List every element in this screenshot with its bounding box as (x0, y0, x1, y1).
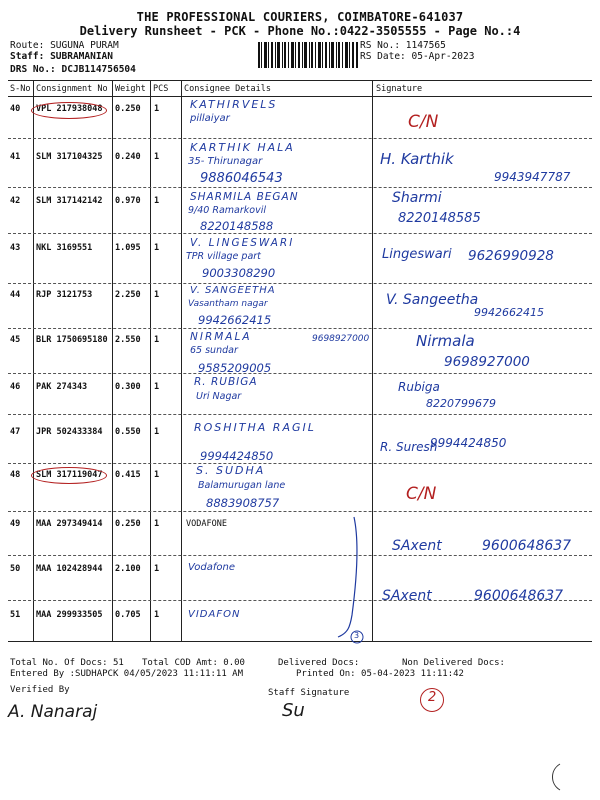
consignment-no: JPR 502433384 (36, 427, 103, 437)
col-header-consignment: Consignment No (36, 84, 108, 94)
runsheet-subtitle: Delivery Runsheet - PCK - Phone No.:0422-3505555 - Page No.:4 (79, 24, 521, 38)
runsheet-page: THE PROFESSIONAL COURIERS, COIMBATORE-641037 Delivery Runsheet - PCK - Phone No.:0422-3505555 - Page No.:4 Route: SUGUNA PURAM Staff: SUBRAMANIAN DRS No.: DCJB114756504 RS No.: 1147565 RS Date: 05-Apr-2023 S-No Consignment No Weight PCS Consignee Details Signature 40 VPL 217938048 0.250 1 KATHIRVELS pillaiyar C/N 41 SLM 317104325 0.240 1 KARTHIK HALA 35- Thirunagar 9886046543 H. Karthik 9943947787 42 SLM 317142142 0.970 1 SHARMILA BEGAN 9/40 Ramarkovil 8220148588 Sharmi 8220148585 43 NKL 3169551 1.095 1 V. LINGESWARI TPR village part 9003308290 Lingeswari 9626990928 44 RJP 3121753 2.250 1 V. SANGEETHA Vasantham nagar 9942662415 V. Sangeetha 9942662415 45 BLR 1750695180 2.550 1 NIRMALA 9698927000 65 sundar 9585209005 Nirmala 9698927000 46 PAK 274343 0.300 1 R. RUBIGA Uri Nagar Rubiga 8220799679 47 JPR 502433384 0.550 1 ROSHITHA RAGIL 9994424850 R. Suresh 9994424850 48 SLM 317119047 0.415 1 S. SUDHA Balamurugan lane 8883908757 C/N 49 MAA 297349414 0.250 1 VODAFONE SAxent 9600648637 50 MAA 102428944 2.100 1 Vodafone SAxent 9600648637 51 MAA 299933505 0.705 1 VIDAFON 3 Total No. Of Docs: 51 Total COD Amt: 0.00 Delivered Docs: Non Delivered Docs: Entered By :SUDHAPCK 04/05/2023 11:11:11 AM Printed On: 05-04-2023 11:11:42 Verified By Staff Signature A. Nanaraj Su 2 (0, 0, 600, 800)
consignee-name: ROSHITHA RAGIL (194, 421, 316, 434)
col-header-sno: S-No (10, 84, 31, 94)
consignee-phone: 9003308290 (202, 266, 276, 280)
table-bottom-rule (8, 641, 592, 642)
col-divider (33, 81, 34, 641)
staff-signature: Su (282, 700, 305, 721)
row-separator (8, 373, 592, 374)
row-separator (8, 555, 592, 556)
consignment-no: MAA 297349414 (36, 519, 103, 529)
consignee-address: Uri Nagar (196, 391, 242, 402)
signature: Sharmi (392, 190, 442, 206)
signature-phone: 9626990928 (468, 248, 554, 264)
bracket-mark (330, 515, 370, 645)
col-header-weight: Weight (115, 84, 146, 94)
consignee-name: NIRMALA (190, 331, 252, 343)
consignee-address: Vasantham nagar (188, 299, 268, 309)
consignee-name: KARTHIK HALA (190, 141, 295, 154)
red-circle-mark (420, 688, 444, 712)
page-curl-mark (548, 762, 562, 792)
printed-on: Printed On: 05-04-2023 11:11:42 (296, 669, 464, 679)
consignee-name: S. SUDHA (196, 464, 266, 477)
col-header-pcs: PCS (153, 84, 169, 94)
rs-no-value: 1147565 (405, 40, 446, 51)
bracket-note: 3 (354, 631, 360, 640)
col-header-signature: Signature (376, 84, 423, 94)
consignee-address: 35- Thirunagar (188, 156, 263, 167)
consignment-no: PAK 274343 (36, 382, 88, 392)
consignee-name: Vodafone (188, 562, 235, 573)
circled-number: 2 (428, 690, 437, 705)
row-separator (8, 463, 592, 464)
table-top-rule (8, 80, 592, 81)
consignee-name: V. LINGESWARI (190, 237, 295, 249)
consignment-no: NKL 3169551 (36, 243, 93, 253)
signature-phone: 9994424850 (430, 436, 507, 450)
consignee-phone: 8220148588 (200, 219, 274, 233)
signature: Lingeswari (382, 247, 452, 262)
drs-value: DCJB114756504 (61, 64, 136, 75)
row-separator (8, 600, 592, 601)
signature-phone: 9600648637 (474, 588, 564, 604)
signature: V. Sangeetha (386, 292, 479, 308)
route-line: Route: SUGUNA PURAM (10, 40, 119, 51)
verifier-signature: A. Nanaraj (8, 702, 98, 722)
total-cod: Total COD Amt: 0.00 (142, 658, 245, 668)
consignment-no: MAA 299933505 (36, 610, 103, 620)
total-docs: Total No. Of Docs: 51 (10, 658, 124, 668)
company-title: THE PROFESSIONAL COURIERS, COIMBATORE-641037 (136, 10, 464, 24)
consignee-address: 9/40 Ramarkovil (188, 205, 266, 216)
signature-phone: 9943947787 (494, 170, 571, 184)
consignee-address: Balamurugan lane (198, 480, 286, 491)
consignee-address: pillaiyar (190, 113, 230, 124)
consignee-name: VIDAFON (188, 609, 241, 620)
barcode-icon (258, 42, 358, 68)
consignee-phone: 8883908757 (206, 496, 280, 510)
red-circle-mark (31, 102, 107, 119)
staff-value: SUBRAMANIAN (50, 51, 113, 62)
signature: Rubiga (398, 380, 440, 394)
signature: C/N (406, 484, 437, 504)
signature: R. Suresh (380, 440, 438, 454)
row-separator (8, 328, 592, 329)
row-separator (8, 414, 592, 415)
row-separator (8, 187, 592, 188)
consignee-phone: 9994424850 (200, 449, 274, 463)
signature-phone: 8220799679 (426, 397, 496, 410)
col-divider (112, 81, 113, 641)
staff-line: Staff: SUBRAMANIAN (10, 51, 113, 62)
consignment-no: SLM 317142142 (36, 196, 103, 206)
signature-phone: 8220148585 (398, 211, 481, 226)
col-header-details: Consignee Details (184, 84, 271, 94)
red-circle-mark (31, 467, 107, 484)
entered-by: Entered By :SUDHAPCK 04/05/2023 11:11:11 AM (10, 669, 243, 679)
consignee-phone: 9942662415 (198, 313, 272, 327)
consignment-no: MAA 102428944 (36, 564, 103, 574)
signature: C/N (408, 112, 439, 132)
col-divider (181, 81, 182, 641)
signature-phone: 9698927000 (444, 354, 530, 370)
consignment-no: VPL 217938048 (36, 104, 103, 114)
consignee-name: SHARMILA BEGAN (190, 191, 299, 203)
table-header-rule (8, 96, 592, 97)
consignee-name: V. SANGEETHA (190, 285, 276, 296)
consignment-no: SLM 317104325 (36, 152, 103, 162)
col-divider (150, 81, 151, 641)
delivered-docs: Delivered Docs: (278, 658, 360, 668)
rs-date-value: 05-Apr-2023 (411, 51, 475, 62)
verified-by-label: Verified By (10, 685, 70, 695)
rs-no-line: RS No.: 1147565 (360, 40, 446, 51)
consignee-address: 65 sundar (190, 345, 238, 356)
signature-phone: 9600648637 (482, 538, 572, 554)
non-delivered-docs: Non Delivered Docs: (402, 658, 505, 668)
signature: H. Karthik (380, 150, 454, 168)
consignee-phone: 9886046543 (200, 171, 283, 186)
signature: SAxent (382, 588, 432, 604)
consignment-no: RJP 3121753 (36, 290, 93, 300)
signature-phone: 9942662415 (474, 306, 544, 319)
rs-date-line: RS Date: 05-Apr-2023 (360, 51, 475, 62)
consignee-address: TPR village part (186, 251, 261, 262)
col-divider (372, 81, 373, 641)
row-separator (8, 233, 592, 234)
consignee-name: R. RUBIGA (194, 376, 258, 388)
row-separator (8, 283, 592, 284)
consignment-no: BLR 1750695180 (36, 335, 108, 345)
consignee-alt-phone: 9698927000 (312, 334, 370, 344)
staff-signature-label: Staff Signature (268, 688, 350, 698)
row-separator (8, 511, 592, 512)
drs-line: DRS No.: DCJB114756504 (10, 64, 136, 75)
signature: Nirmala (416, 332, 475, 350)
consignee-name: KATHIRVELS (190, 98, 278, 111)
row-separator (8, 138, 592, 139)
consignee-phone: 9585209005 (198, 361, 272, 375)
consignment-no: SLM 317119047 (36, 470, 103, 480)
signature: SAxent (392, 538, 442, 554)
route-value: SUGUNA PURAM (50, 40, 119, 51)
